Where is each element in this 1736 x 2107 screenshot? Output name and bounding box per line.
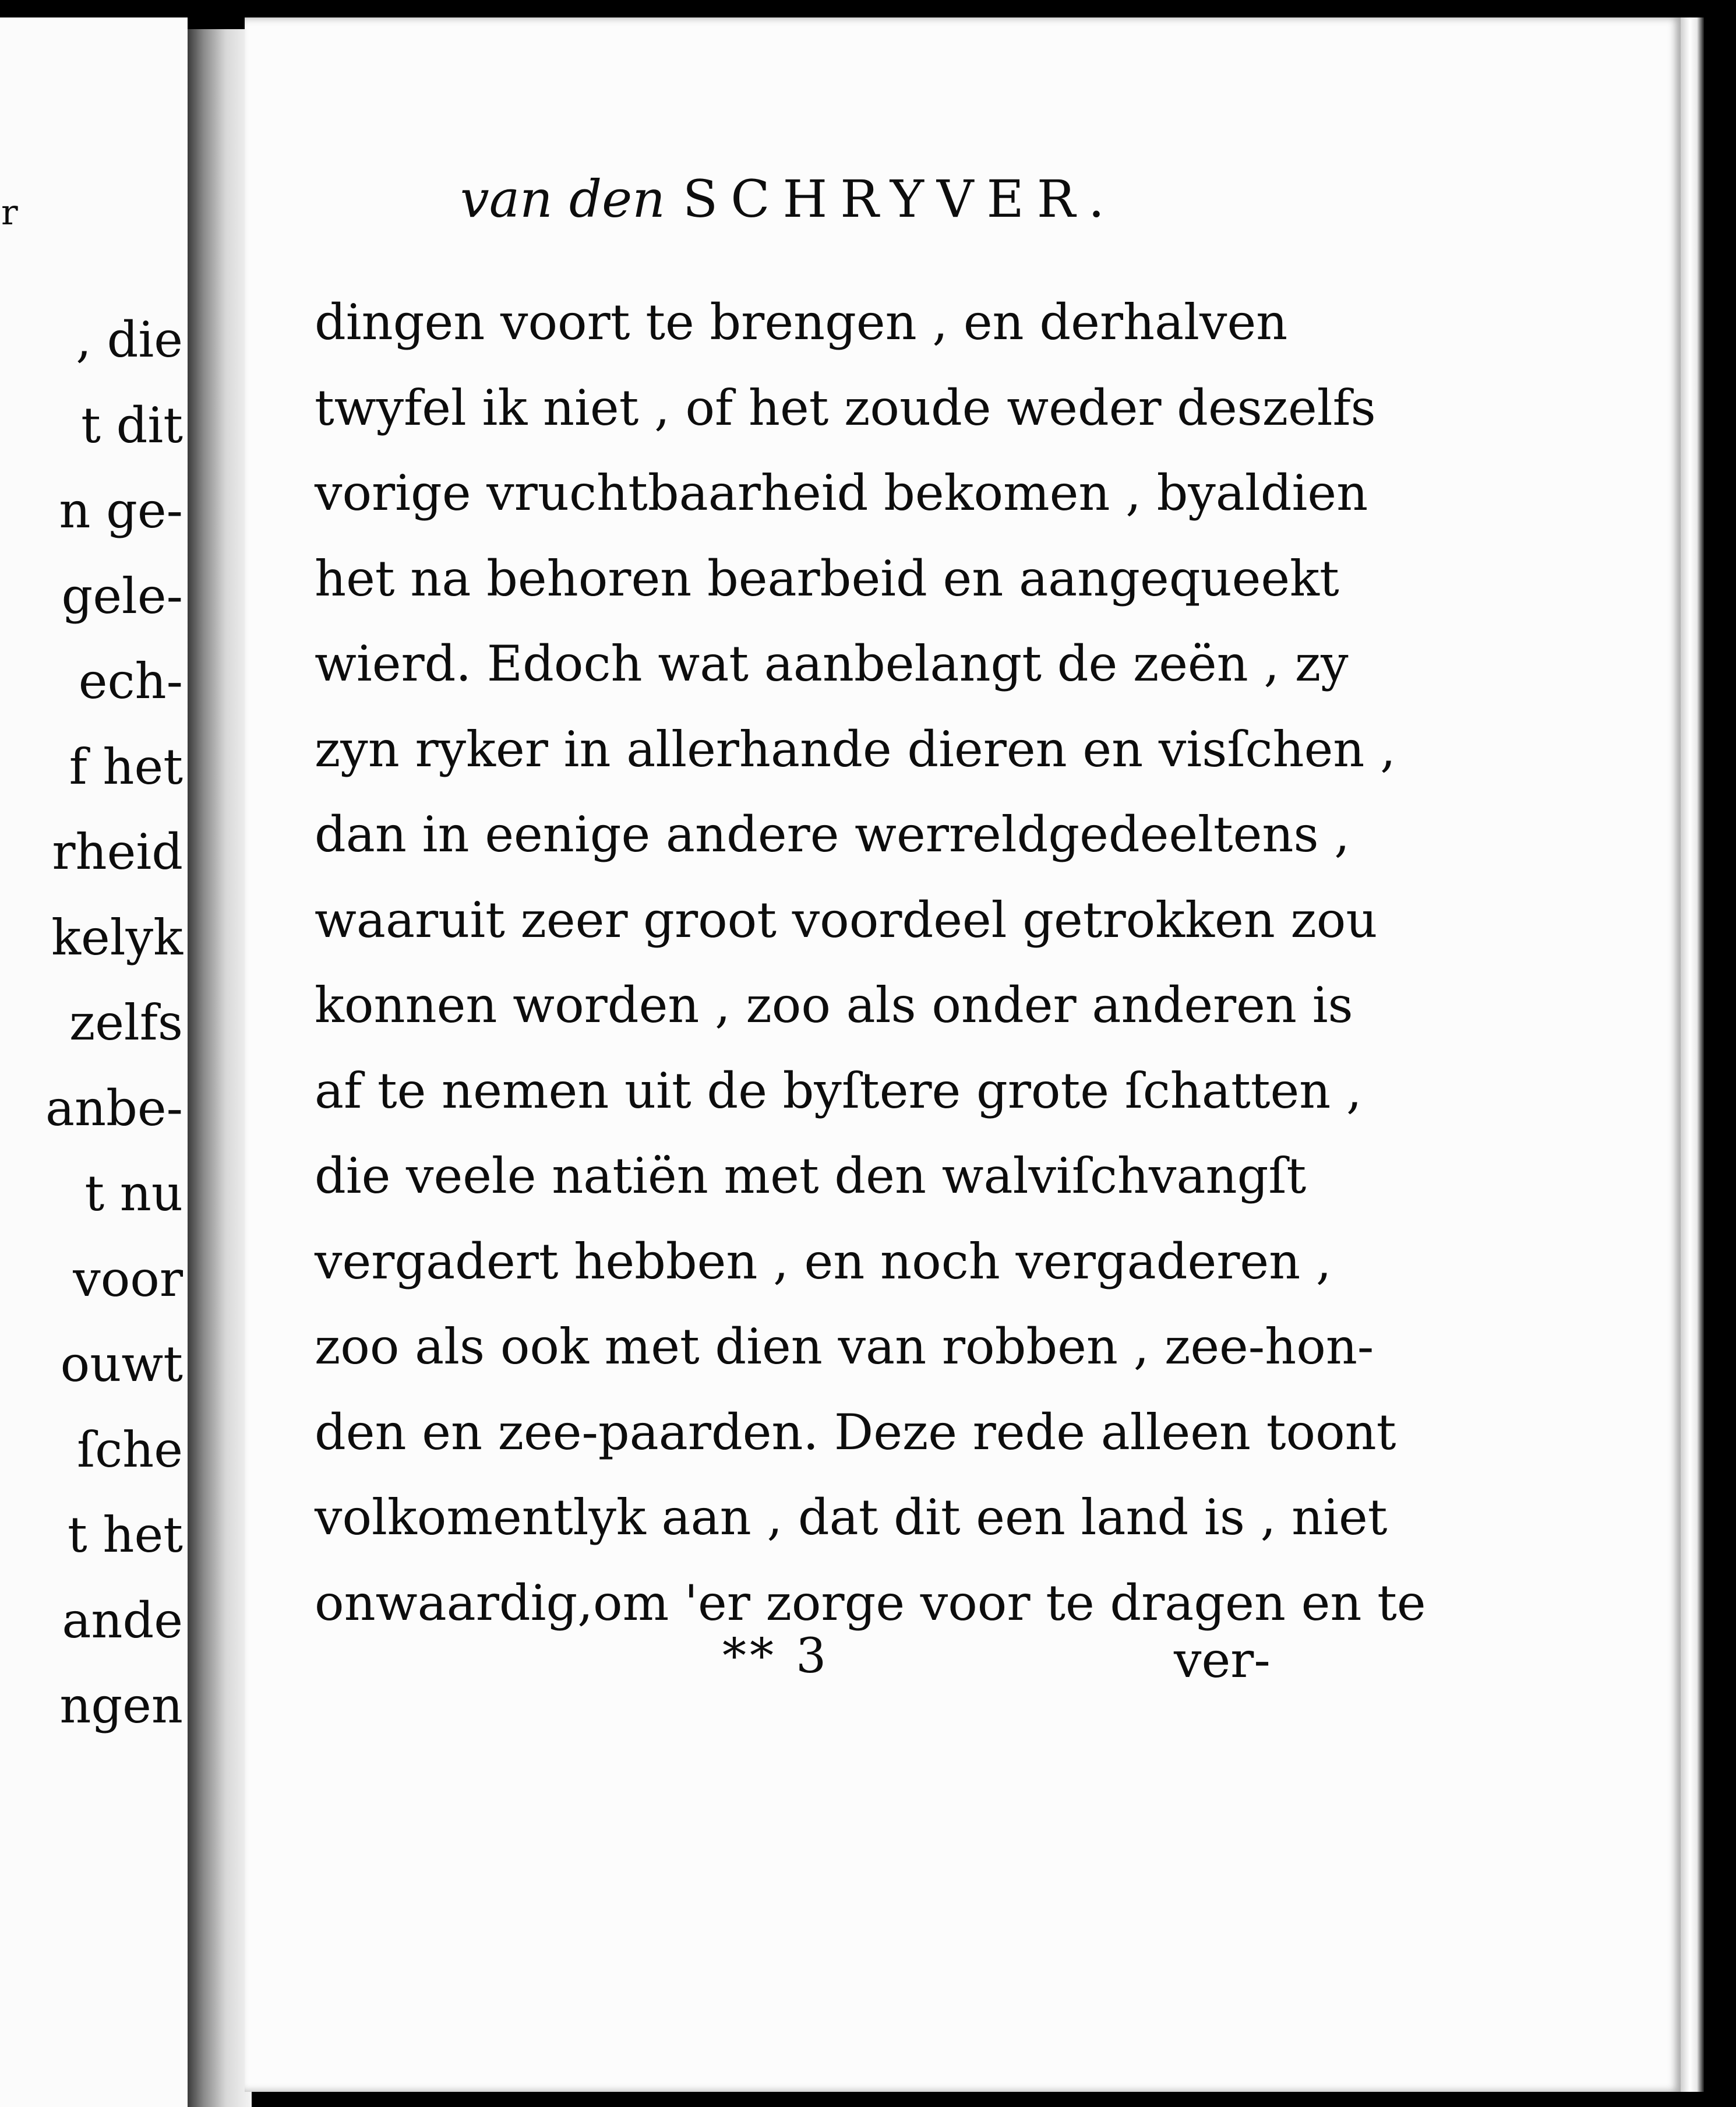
left-line: t het bbox=[67, 1506, 183, 1563]
page-edge bbox=[1681, 17, 1704, 2092]
text-line: den en zee-paarden. Deze rede alleen toont bbox=[315, 1403, 1396, 1461]
left-page-text bbox=[0, 297, 188, 1749]
text-line: die veele natiën met den walviſchvangſt bbox=[315, 1147, 1307, 1204]
text-line: volkomentlyk aan , dat dit een land is , niet bbox=[315, 1489, 1388, 1546]
left-line: t nu bbox=[84, 1165, 183, 1222]
left-line: ſche bbox=[77, 1421, 183, 1478]
left-line: ande bbox=[62, 1591, 183, 1649]
text-line: zoo als ook met dien van robben , zee-hon- bbox=[315, 1318, 1374, 1375]
body-text bbox=[315, 280, 1426, 1646]
text-line: waaruit zeer groot voordeel getrokken zou bbox=[315, 891, 1378, 949]
gutter-shadow bbox=[188, 29, 252, 2107]
left-page bbox=[0, 17, 188, 2107]
left-line: ech- bbox=[78, 653, 183, 710]
left-line: t dit bbox=[81, 396, 183, 454]
text-line: twyfel ik niet , of het zoude weder deszelfs bbox=[315, 379, 1376, 436]
left-line: gele- bbox=[61, 567, 183, 625]
left-line: zelfs bbox=[69, 994, 183, 1051]
text-line: het na behoren bearbeid en aangequeekt bbox=[315, 549, 1339, 607]
running-head-title: SCHRYVER. bbox=[682, 169, 1117, 229]
left-line: f het bbox=[69, 738, 183, 795]
text-line: zyn ryker in allerhande dieren en visſchen , bbox=[315, 720, 1396, 778]
left-page-mark: r bbox=[1, 192, 18, 233]
text-line: vorige vruchtbaarheid bekomen , byaldien bbox=[315, 464, 1368, 522]
left-line: voor bbox=[73, 1250, 183, 1308]
running-head-prefix: van den bbox=[460, 169, 665, 229]
left-line: rheid bbox=[52, 823, 183, 880]
text-line: onwaardig,om 'er zorge voor te dragen en te bbox=[315, 1574, 1426, 1632]
text-line: af te nemen uit de byſtere grote ſchatten , bbox=[315, 1062, 1362, 1119]
text-line: konnen worden , zoo als onder anderen is bbox=[315, 977, 1353, 1034]
signature-mark: ** 3 bbox=[722, 1629, 830, 1684]
text-line: wierd. Edoch wat aanbelangt de zeën , zy bbox=[315, 635, 1349, 692]
text-line: dan in eenige andere werreldgedeeltens , bbox=[315, 806, 1350, 863]
left-line: kelyk bbox=[51, 908, 183, 966]
text-line: vergadert hebben , en noch vergaderen , bbox=[315, 1232, 1332, 1290]
left-line: , die bbox=[76, 311, 183, 368]
left-line: ngen bbox=[59, 1677, 183, 1734]
left-line: anbe- bbox=[45, 1079, 183, 1137]
catchword: ver- bbox=[1174, 1632, 1271, 1689]
running-head bbox=[460, 169, 1130, 229]
left-line: n ge- bbox=[59, 482, 183, 539]
text-line: dingen voort te brengen , en derhalven bbox=[315, 294, 1288, 351]
left-line: ouwt bbox=[60, 1336, 183, 1393]
